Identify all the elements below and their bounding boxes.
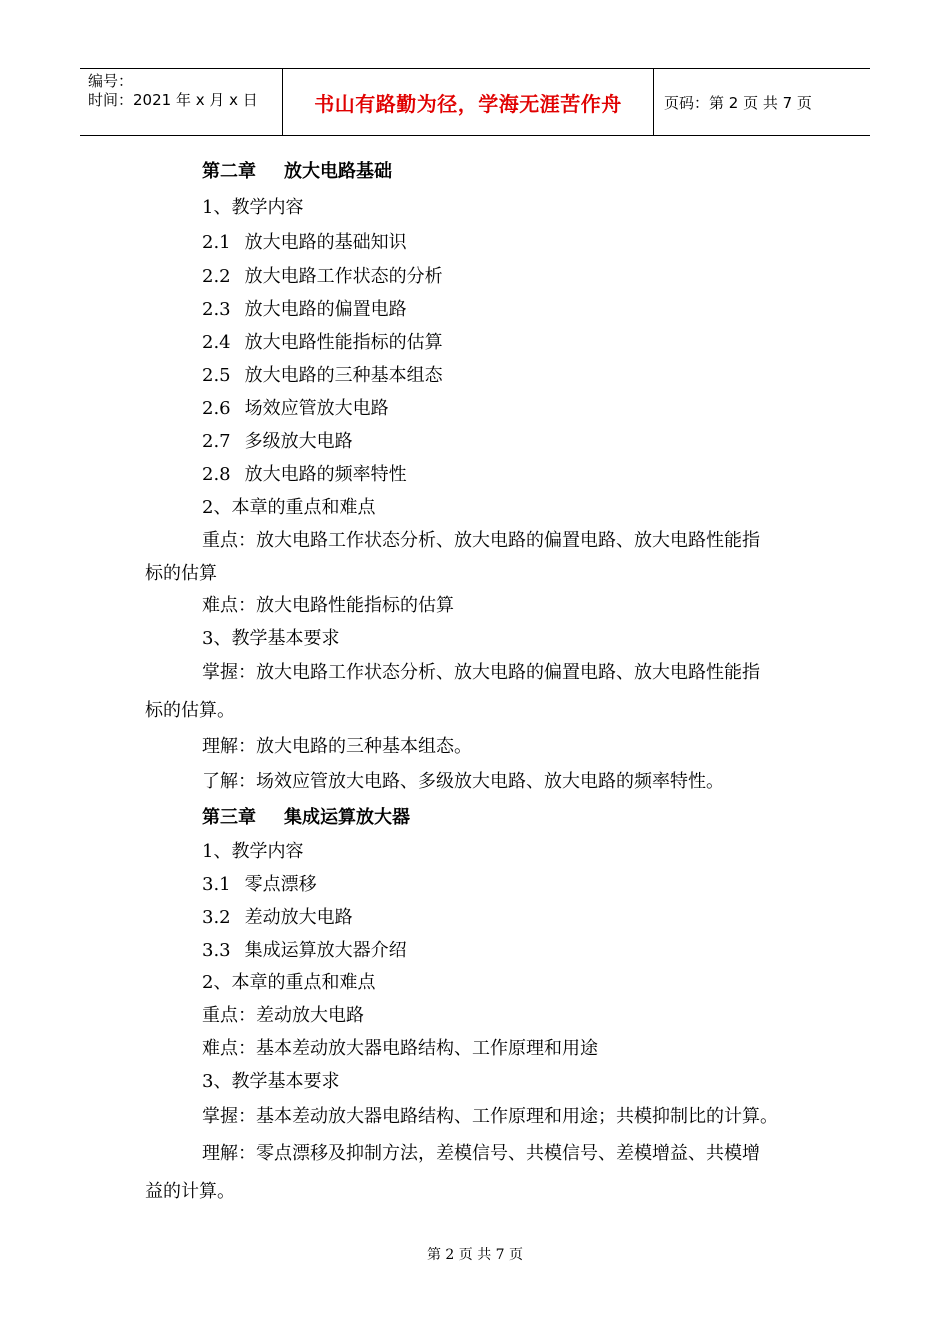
ch3-understand-line-2: 益的计算。 xyxy=(145,1181,235,1202)
ch2-item xyxy=(202,331,443,355)
page-header xyxy=(80,68,870,136)
ch2-difficult-points: 难点：放大电路性能指标的估算 xyxy=(202,595,454,616)
item-number: 2.2 xyxy=(202,266,231,287)
item-number: 2.1 xyxy=(202,232,231,253)
header-code-label: 编号： xyxy=(88,72,134,90)
ch3-difficult-points: 难点：基本差动放大器电路结构、工作原理和用途 xyxy=(202,1038,598,1059)
ch2-item xyxy=(202,463,407,487)
item-number: 2.6 xyxy=(202,398,231,419)
header-page-label: 页码：第 2 页 共 7 页 xyxy=(664,93,812,112)
chapter-2-title xyxy=(202,160,392,184)
ch3-item xyxy=(202,873,317,897)
ch3-key-points: 重点：差动放大电路 xyxy=(202,1005,364,1026)
header-motto: 书山有路勤为径，学海无涯苦作舟 xyxy=(314,91,622,116)
item-text: 多级放大电路 xyxy=(244,431,353,452)
item-text: 放大电路的频率特性 xyxy=(244,464,407,485)
header-page-cell xyxy=(654,69,870,135)
ch2-item xyxy=(202,231,407,255)
item-text: 集成运算放大器介绍 xyxy=(244,940,407,961)
chapter-3-name: 集成运算放大器 xyxy=(284,807,410,828)
ch2-item xyxy=(202,397,389,421)
ch2-item xyxy=(202,430,353,454)
item-number: 2.3 xyxy=(202,299,231,320)
ch2-section-key-points: 2、本章的重点和难点 xyxy=(202,497,376,518)
chapter-2-number: 第二章 xyxy=(202,161,256,182)
ch3-section-content: 1、教学内容 xyxy=(202,841,304,862)
ch2-item xyxy=(202,298,407,322)
item-text: 放大电路的三种基本组态 xyxy=(244,365,443,386)
ch2-key-points-line-1: 重点：放大电路工作状态分析、放大电路的偏置电路、放大电路性能指 xyxy=(202,530,760,551)
ch2-item xyxy=(202,265,443,289)
page-footer: 第 2 页 共 7 页 xyxy=(426,1247,524,1263)
item-text: 差动放大电路 xyxy=(244,907,353,928)
item-number: 2.7 xyxy=(202,431,231,452)
chapter-2-name: 放大电路基础 xyxy=(284,161,392,182)
item-text: 放大电路的偏置电路 xyxy=(244,299,407,320)
ch2-section-content: 1、教学内容 xyxy=(202,197,304,218)
ch3-section-requirements: 3、教学基本要求 xyxy=(202,1071,340,1092)
ch2-understand: 理解：放大电路的三种基本组态。 xyxy=(202,736,472,757)
item-number: 2.8 xyxy=(202,464,231,485)
item-text: 放大电路的基础知识 xyxy=(244,232,407,253)
ch2-know: 了解：场效应管放大电路、多级放大电路、放大电路的频率特性。 xyxy=(202,771,724,792)
ch2-item xyxy=(202,364,443,388)
item-number: 3.3 xyxy=(202,940,231,961)
ch3-understand-line-1: 理解：零点漂移及抑制方法，差模信号、共模信号、差模增益、共模增 xyxy=(202,1143,760,1164)
ch2-key-points-line-2: 标的估算 xyxy=(145,563,217,584)
item-number: 3.2 xyxy=(202,907,231,928)
ch3-section-key-points: 2、本章的重点和难点 xyxy=(202,972,376,993)
header-meta-cell xyxy=(80,69,282,135)
item-text: 场效应管放大电路 xyxy=(244,398,389,419)
item-text: 放大电路工作状态的分析 xyxy=(244,266,443,287)
chapter-3-title xyxy=(202,806,410,830)
item-number: 3.1 xyxy=(202,874,231,895)
item-text: 零点漂移 xyxy=(244,874,317,895)
header-motto-cell xyxy=(282,69,654,135)
item-number: 2.4 xyxy=(202,332,231,353)
ch2-master-line-2: 标的估算。 xyxy=(145,700,235,721)
chapter-3-number: 第三章 xyxy=(202,807,256,828)
ch2-master-line-1: 掌握：放大电路工作状态分析、放大电路的偏置电路、放大电路性能指 xyxy=(202,662,760,683)
item-text: 放大电路性能指标的估算 xyxy=(244,332,443,353)
ch3-item xyxy=(202,939,407,963)
item-number: 2.5 xyxy=(202,365,231,386)
header-time-label: 时间：2021 年 x 月 x 日 xyxy=(88,91,258,109)
ch2-section-requirements: 3、教学基本要求 xyxy=(202,628,340,649)
ch3-master: 掌握：基本差动放大器电路结构、工作原理和用途；共模抑制比的计算。 xyxy=(202,1106,778,1127)
ch3-item xyxy=(202,906,353,930)
